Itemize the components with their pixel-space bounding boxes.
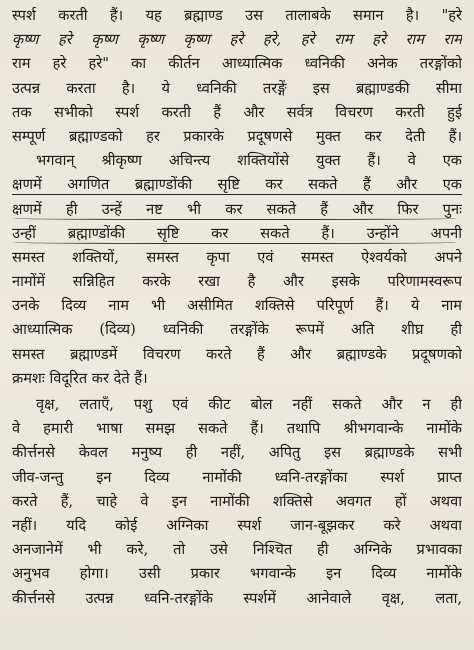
text-line-14: आध्यात्मिक (दिव्य) ध्वनिकी तरङ्गोंके रूपमें अति शीघ्र ही xyxy=(12,321,462,339)
text-line-3: राम हरे हरे" का कीर्तन आध्यात्मिक ध्वनिकी अनेक तरङ्गोंको xyxy=(12,55,462,73)
text-line-17: वृक्ष, लताएँ, पशु एवं कीट बोल नहीं सकते और न ही xyxy=(36,396,462,413)
text-line-18: वे हमारी भाषा समझ सकते हैं। तथापि श्रीभगवान्के नामोंके xyxy=(12,420,462,438)
text-line-11: समस्त शक्तियों, समस्त कृपा एवं समस्त ऐश्वर्यको अपने xyxy=(12,248,462,266)
text-line-5: तक सभीको स्पर्श करती हैं और सर्वत्र विचरण करती हुई xyxy=(12,103,462,121)
text-line-23: अनजानेमें भी करे, तो उसे निश्चित ही अग्निके प्रभावका xyxy=(12,541,462,559)
text-line-6: सम्पूर्ण ब्रह्माण्डको हर प्रकारके प्रदूषणसे मुक्त कर देती हैं। xyxy=(12,127,462,145)
text-line-16: क्रमशः विदूरित कर देते हैं। xyxy=(12,369,148,387)
text-line-1: स्पर्श करती हैं। यह ब्रह्माण्ड उस तालाबके समान है। "हरे xyxy=(12,7,462,24)
underlined-line-10: उन्हीं ब्रह्माण्डोंकी सृष्टि कर सकते हैं। उन्होंने अपनी xyxy=(12,222,462,246)
text-line-7: भगवान् श्रीकृष्ण अचिन्त्य शक्तियोंसे युक्त हैं। वे एक xyxy=(36,152,462,170)
text-line-22: नहीं। यदि कोई अग्निका स्पर्श जान-बूझकर करे अथवा xyxy=(12,516,462,534)
text-line-12: नामोंमें सन्निहित करके रखा है और इसके परिणामस्वरूप xyxy=(12,273,462,291)
text-line-21: करते हैं, चाहे वे इन नामोंकी शक्तिसे अवगत हों अथवा xyxy=(12,492,462,510)
text-line-15: समस्त ब्रह्माण्डमें विचरण करते हैं और ब्रह्माण्डके प्रदूषणको xyxy=(12,345,462,363)
text-line-19: कीर्त्तनसे केवल मनुष्य ही नहीं, अपितु इस ब्रह्माण्डके सभी xyxy=(12,444,462,462)
text-line-25: कीर्त्तनसे उत्पन्न ध्वनि-तरङ्गोंके स्पर्शमें आनेवाले वृक्ष, लता, xyxy=(12,589,462,607)
text-line-20: जीव-जन्तु इन दिव्य नामोंकी ध्वनि-तरङ्गोंका स्पर्श प्राप्त xyxy=(12,468,462,486)
underlined-line-8: क्षणमें अगणित ब्रह्माण्डोंकी सृष्टि कर सकते हैं और एक xyxy=(12,173,462,197)
text-line-13: उनके दिव्य नाम भी असीमित शक्तिसे परिपूर्ण हैं। ये नाम xyxy=(12,297,462,315)
text-line-4: उत्पन्न करता है। ये ध्वनिकी तरङ्गें इस ब्रह्माण्डकी सीमा xyxy=(12,79,462,97)
underlined-line-9: क्षणमें ही उन्हें नष्ट भी कर सकते हैं और फिर पुनः xyxy=(12,198,462,222)
text-line-2: कृष्ण हरे कृष्ण कृष्ण कृष्ण हरे हरे, हरे राम हरे राम राम xyxy=(12,31,462,49)
text-line-24: अनुभव होगा। उसी प्रकार भगवान्के इन दिव्य नामोंके xyxy=(12,565,462,583)
